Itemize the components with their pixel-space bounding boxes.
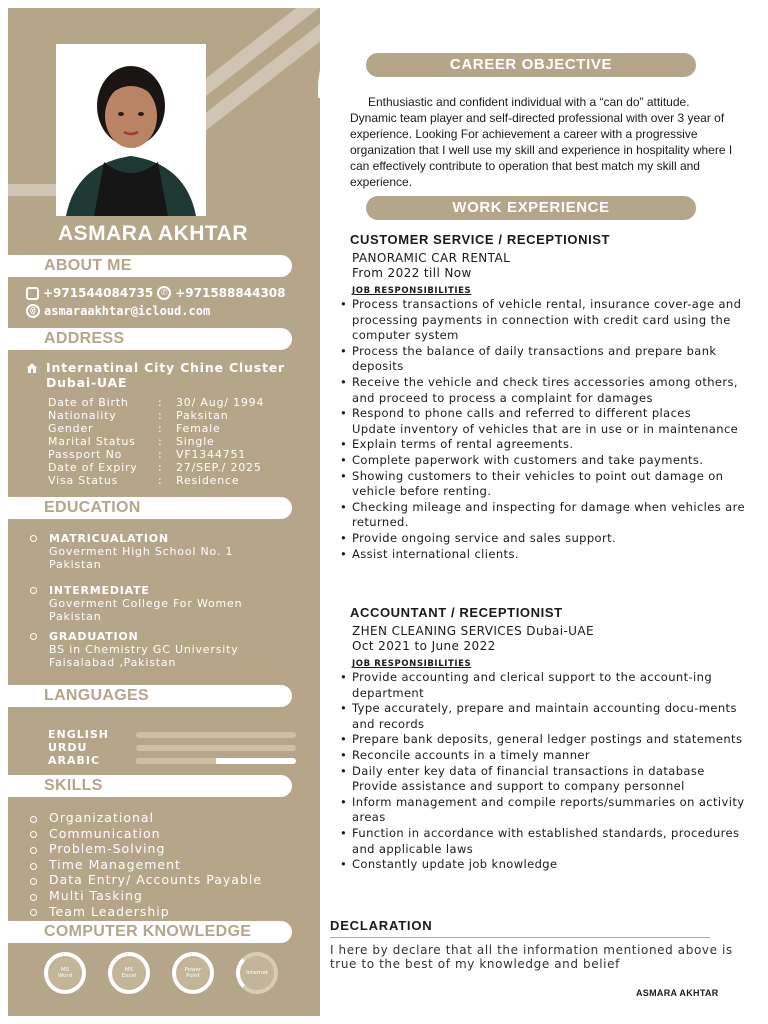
bullet-icon: • [340, 857, 348, 872]
section-computer-title: COMPUTER KNOWLEDGE [8, 921, 292, 943]
bullet-icon [30, 587, 37, 594]
bullet-icon: • [340, 343, 348, 358]
bullet-icon [30, 816, 37, 823]
responsibility-item: • Constantly update job knowledge [340, 857, 558, 872]
job-company: ZHEN CLEANING SERVICES Dubai-UAE [352, 624, 594, 638]
bullet-icon: • [340, 468, 348, 483]
bullet-icon: • [340, 499, 348, 514]
responsibility-item: • Assist international clients. [340, 546, 519, 561]
personal-row: Visa Status : Residence [48, 474, 240, 487]
job-period: Oct 2021 to June 2022 [352, 639, 496, 653]
job-responsibilities-list [340, 670, 750, 873]
personal-row: Nationality : Paksitan [48, 409, 229, 422]
personal-row: Date of Expiry : 27/SEP./ 2025 [48, 461, 262, 474]
power-point-ring: Power Point [172, 952, 214, 994]
ms-excel-ring: MS Excel [108, 952, 150, 994]
responsibility-item: • Checking mileage and inspecting for damage when vehicles are returned. [340, 499, 745, 530]
bullet-icon: • [340, 794, 348, 809]
ms-word-ring: MS Word [44, 952, 86, 994]
sidebar [8, 8, 320, 1016]
bullet-icon: • [340, 297, 348, 311]
language-row: URDU [48, 741, 298, 754]
responsibility-item: • Daily enter key data of financial transactions in database [340, 763, 705, 778]
email-address[interactable]: asmaraakhtar@icloud.com [44, 304, 211, 318]
skill-item: Multi Tasking [30, 888, 262, 904]
address-line-2: Dubai-UAE [46, 375, 128, 390]
job-responsibilities-title: JOB RESPONSIBILITIES [352, 659, 472, 669]
declaration-text: I here by declare that all the information mentioned above is true to the best of my knowledge and belief [330, 943, 733, 971]
job-entry [340, 232, 750, 562]
bullet-icon [30, 863, 37, 870]
language-level-bar [136, 732, 296, 738]
responsibility-item: • Process the balance of daily transactions and prepare bank deposits [340, 343, 717, 374]
skills-list [30, 810, 262, 919]
bullet-icon: • [340, 452, 348, 467]
address-line-1: Internatinal City Chine Cluster [46, 360, 285, 375]
responsibility-item: • Receive the vehicle and check tires accessories among others, and proceed to process a complaint for damages [340, 374, 738, 405]
job-entry [340, 605, 750, 873]
responsibility-item: • Function in accordance with established standards, procedures and applicable laws [340, 825, 740, 856]
bullet-icon: • [340, 670, 348, 684]
job-responsibilities-list [340, 297, 750, 562]
responsibility-item: • Explain terms of rental agreements. [340, 437, 574, 452]
personal-row: Marital Status : Single [48, 435, 215, 448]
job-role: ACCOUNTANT / RECEPTIONIST [350, 605, 563, 620]
phone-icon [26, 287, 39, 300]
section-address-title: ADDRESS [8, 328, 292, 350]
bullet-icon: • [340, 701, 348, 716]
bullet-icon: • [340, 747, 348, 762]
responsibility-item: • Prepare bank deposits, general ledger postings and statements [340, 732, 743, 747]
whatsapp-icon: ✆ [157, 286, 171, 300]
section-experience-title: WORK EXPERIENCE [366, 196, 696, 220]
responsibility-item: • Process transactions of vehicle rental, insurance cover-age and processing payments in connection with credit card using the computer system [340, 297, 742, 343]
responsibility-item: Provide assistance and support to company personnel [352, 779, 685, 794]
phone-number[interactable]: +971544084735 [43, 286, 154, 300]
phone-row [26, 286, 286, 300]
bullet-icon [30, 831, 37, 838]
responsibility-item: • Provide accounting and clerical support to the account-ing department [340, 670, 713, 700]
section-education-title: EDUCATION [8, 497, 292, 519]
language-level-bar [136, 745, 296, 751]
responsibility-item: • Complete paperwork with customers and take payments. [340, 452, 704, 467]
internet-ring: Internet [236, 952, 278, 994]
personal-row: Passport No : VF1344751 [48, 448, 247, 461]
responsibility-item: • Reconcile accounts in a timely manner [340, 747, 591, 762]
candidate-name: ASMARA AKHTAR [57, 222, 249, 245]
skill-item: Communication [30, 826, 262, 842]
skill-item: Organizational [30, 810, 262, 826]
career-objective-text: Enthusiastic and confident individual with a “can do” attitude. Dynamic team player and self-directed professional with over 3 year of experience. Looking For achievement a career with a progressive organization that I well use my skill and experience in hospitality where I can effectively contribute to operation that best match my skill and experience. [350, 95, 733, 189]
bullet-icon [30, 909, 37, 916]
skill-item: Team Leadership [30, 904, 262, 920]
responsibility-item: • Type accurately, prepare and maintain accounting docu-ments and records [340, 701, 737, 731]
responsibility-item: • Showing customers to their vehicles to point out damage on vehicle before renting. [340, 468, 724, 499]
education-item: MATRICUALATION Goverment High School No. 1 Pakistan [30, 532, 233, 571]
education-item: INTERMEDIATE Goverment College For Women Pakistan [30, 584, 242, 623]
bullet-icon [30, 894, 37, 901]
bullet-icon: • [340, 406, 348, 421]
languages-list [48, 728, 298, 767]
job-period: From 2022 till Now [352, 266, 472, 280]
personal-details [48, 396, 264, 487]
section-languages-title: LANGUAGES [8, 685, 292, 707]
skill-item: Problem-Solving [30, 841, 262, 857]
language-row: ARABIC [48, 754, 298, 767]
personal-row: Date of Birth : 30/ Aug/ 1994 [48, 396, 265, 409]
bullet-icon: • [340, 763, 348, 778]
divider [330, 937, 710, 938]
education-item: GRADUATION BS in Chemistry GC University Faisalabad ,Pakistan [30, 630, 239, 669]
computer-knowledge [44, 952, 278, 994]
section-skills-title: SKILLS [8, 775, 292, 797]
bullet-icon [30, 633, 37, 640]
job-company: PANORAMIC CAR RENTAL [352, 251, 511, 265]
bullet-icon: • [340, 374, 348, 389]
job-role: CUSTOMER SERVICE / RECEPTIONIST [350, 232, 611, 247]
bullet-icon [30, 535, 37, 542]
email-row [26, 304, 210, 318]
email-icon: @ [26, 304, 40, 318]
bullet-icon: • [340, 437, 348, 452]
signature-name: ASMARA AKHTAR [636, 988, 719, 998]
skill-item: Time Management [30, 857, 262, 873]
bullet-icon: • [340, 530, 348, 545]
whatsapp-number[interactable]: +971588844308 [175, 286, 286, 300]
bullet-icon: • [340, 546, 348, 561]
language-level-bar [136, 758, 296, 764]
bullet-icon [30, 878, 37, 885]
section-objective-title: CAREER OBJECTIVE [366, 53, 696, 77]
bullet-icon: • [340, 825, 348, 840]
bullet-icon: • [340, 732, 348, 747]
bullet-icon [30, 847, 37, 854]
declaration-title: DECLARATION [330, 918, 433, 933]
responsibility-item: • Provide ongoing service and sales support. [340, 530, 617, 545]
section-about-title: ABOUT ME [8, 255, 292, 277]
address-block [26, 360, 316, 390]
home-icon [26, 362, 38, 374]
profile-photo [56, 44, 206, 216]
responsibility-item: • Inform management and compile reports/summaries on activity areas [340, 794, 745, 825]
skill-item: Data Entry/ Accounts Payable [30, 872, 262, 888]
language-row: ENGLISH [48, 728, 298, 741]
personal-row: Gender : Female [48, 422, 221, 435]
responsibility-item: Update inventory of vehicles that are in use or in maintenance [352, 421, 739, 436]
job-responsibilities-title: JOB RESPONSIBILITIES [352, 286, 472, 296]
responsibility-item: • Respond to phone calls and referred to different places [340, 406, 692, 421]
